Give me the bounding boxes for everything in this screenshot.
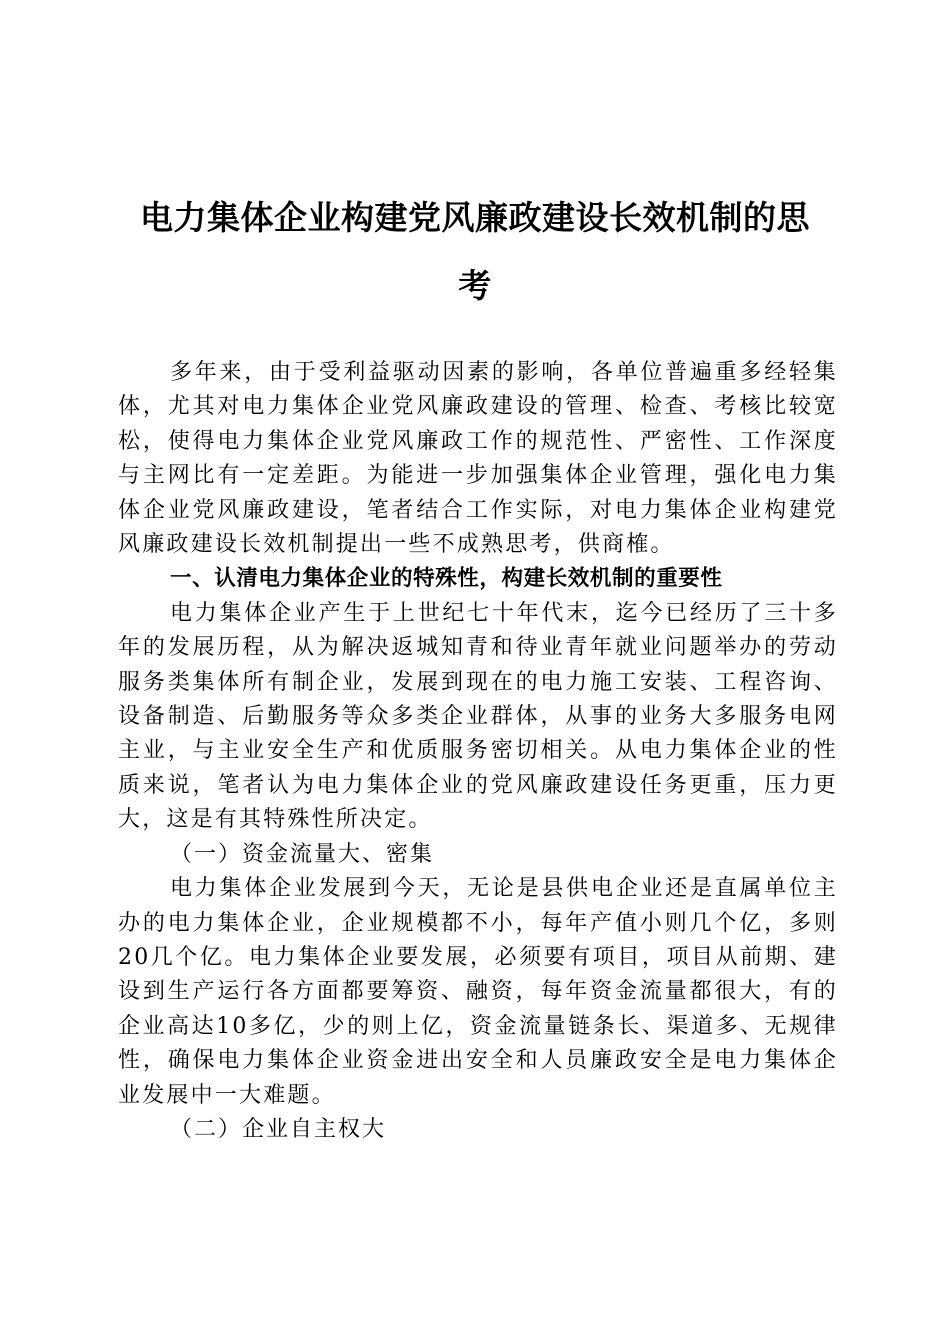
document-title-line-1: 电力集体企业构建党风廉政建设长效机制的思 — [140, 198, 810, 237]
section-heading-1: 一、认清电力集体企业的特殊性，构建长效机制的重要性 — [170, 566, 723, 592]
document-body — [118, 356, 838, 1147]
subsection-heading-1: （一）资金流量大、密集 — [170, 841, 435, 867]
subsection-1-paragraph: 电力集体企业发展到今天，无论是县供电企业还是直属单位主办的电力集体企业，企业规模都不小，每年产值小则几个亿，多则20几个亿。电力集体企业要发展，必须要有项目，项目从前期、建设到生产运行各方面都要筹资、融资，每年资金流量都很大，有的企业高达10多亿，少的则上亿，资金流量链条长、渠道多、无规律性，确保电力集体企业资金进出安全和人员廉政安全是电力集体企业发展中一大难题。 — [118, 876, 838, 1108]
section-1-paragraph: 电力集体企业产生于上世纪七十年代末，迄今已经历了三十多年的发展历程，从为解决返城知青和待业青年就业问题举办的劳动服务类集体所有制企业，发展到现在的电力施工安装、工程咨询、设备制造、后勤服务等众多类企业群体，从事的业务大多服务电网主业，与主业安全生产和优质服务密切相关。从电力集体企业的性质来说，笔者认为电力集体企业的党风廉政建设任务更重，压力更大，这是有其特殊性所决定。 — [118, 600, 838, 833]
subsection-heading-2: （二）企业自主权大 — [170, 1116, 387, 1142]
intro-paragraph: 多年来，由于受利益驱动因素的影响，各单位普遍重多经轻集体，尤其对电力集体企业党风廉政建设的管理、检查、考核比较宽松，使得电力集体企业党风廉政工作的规范性、严密性、工作深度与主网比有一定差距。为能进一步加强集体企业管理，强化电力集体企业党风廉政建设，笔者结合工作实际，对电力集体企业构建党风廉政建设长效机制提出一些不成熟思考，供商榷。 — [118, 360, 838, 558]
document-title-line-2: 考 — [458, 266, 492, 305]
